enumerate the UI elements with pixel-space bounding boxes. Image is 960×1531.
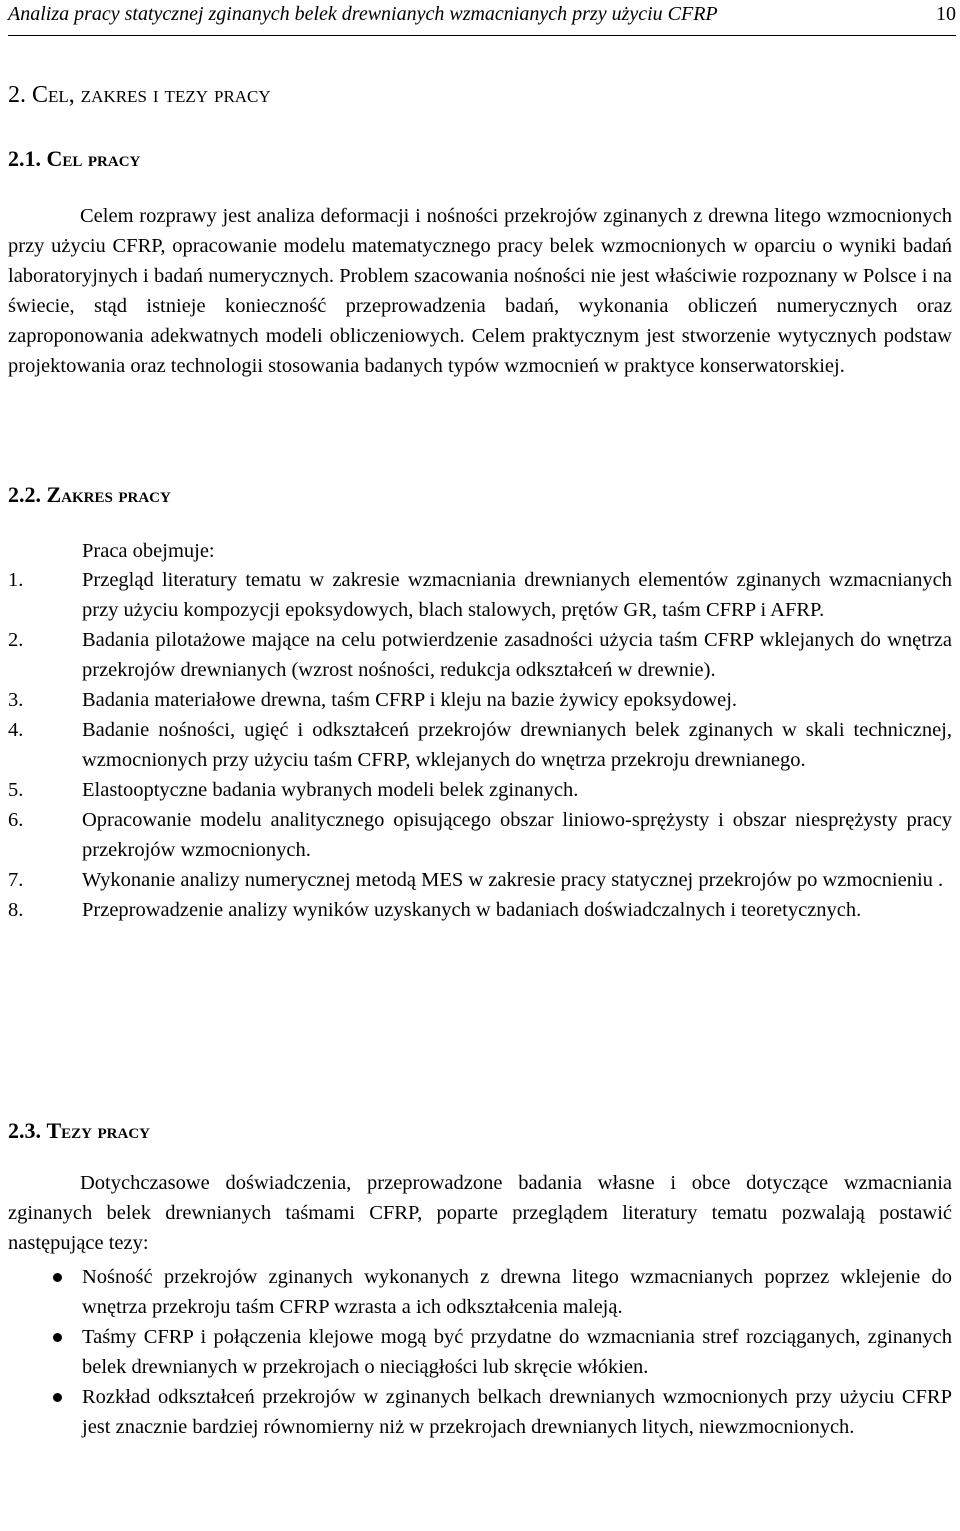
list-item [8, 715, 952, 775]
thesis-text: Taśmy CFRP i połączenia klejowe mogą być przydatne do wzmacniania stref rozciąganych, zginanych belek drewnianych w przekrojach o nieciągłości lub skręcie włókien. [82, 1326, 952, 1378]
list-item-number: 6. [8, 809, 24, 831]
section-title: Cel pracy [46, 146, 141, 171]
thesis-text: Rozkład odkształceń przekrojów w zginanych belkach drewnianych wzmocnionych przy użyciu CFRP jest znacznie bardziej równomierny niż w przekrojach drewnianych litych, niewzmocnionych. [82, 1386, 952, 1438]
list-item-text: Badanie nośności, ugięć i odkształceń przekrojów drewnianych belek zginanych w skali technicznej, wzmocnionych przy użyciu taśm CFRP, wklejanych do wnętrza przekroju drewnianego. [82, 719, 952, 771]
running-header [8, 0, 956, 36]
section-title: Tezy pracy [46, 1118, 151, 1143]
list-item-text: Opracowanie modelu analitycznego opisującego obszar liniowo-sprężysty i obszar niesprężysty pracy przekrojów wzmocnionych. [82, 809, 952, 861]
list-item [8, 565, 952, 625]
list-item-number: 7. [8, 869, 24, 891]
list-item-number: 4. [8, 719, 24, 741]
theses-list [8, 1262, 952, 1442]
list-item-number: 8. [8, 899, 24, 921]
cel-paragraph: Celem rozprawy jest analiza deformacji i nośności przekrojów zginanych z drewna litego wzmocnionych przy użyciu CFRP, opracowanie modelu matematycznego pracy belek wzmocnionych w oparciu o wyniki badań laboratoryjnych i badań numerycznych. Problem szacowania nośności nie jest właściwie rozpoznany w Polsce i na świecie, stąd istnieje konieczność przeprowadzenia badań, wykonania obliczeń numerycznych oraz zaproponowania adekwatnych modeli obliczeniowych. Celem praktycznym jest stworzenie wytycznych podstaw projektowania oraz technologii stosowania badanych typów wzmocnień w praktyce konserwatorskiej. [8, 205, 952, 377]
chapter-title: Cel, zakres i tezy pracy [32, 82, 271, 108]
zakres-list [8, 565, 952, 925]
list-item [8, 625, 952, 685]
list-item [8, 1382, 952, 1442]
section-number: 2.3. [8, 1118, 41, 1143]
page-number: 10 [936, 3, 956, 25]
list-item-number: 3. [8, 689, 24, 711]
tezy-paragraph: Dotychczasowe doświadczenia, przeprowadzone badania własne i obce dotyczące wzmacniania zginanych belek drewnianych taśmami CFRP, poparte przeglądem literatury tematu pozwalają postawić następujące tezy: [8, 1172, 952, 1254]
list-item [8, 1262, 952, 1322]
section-heading-cel [8, 146, 140, 172]
thesis-text: Nośność przekrojów zginanych wykonanych z drewna litego wzmacnianych poprzez wklejenie do wnętrza przekroju taśm CFRP wzrasta a ich odkształcenia maleją. [82, 1266, 952, 1318]
running-title: Analiza pracy statycznej zginanych belek drewnianych wzmacnianych przy użyciu CFRP [8, 3, 718, 25]
bullet-icon [53, 1273, 62, 1282]
list-item-text: Wykonanie analizy numerycznej metodą MES w zakresie pracy statycznej przekrojów po wzmocnieniu . [82, 869, 944, 891]
list-item [8, 775, 952, 805]
list-item-number: 5. [8, 779, 24, 801]
list-item [8, 865, 952, 895]
list-item [8, 685, 952, 715]
list-item-text: Badania pilotażowe mające na celu potwierdzenie zasadności użycia taśm CFRP wklejanych do wnętrza przekrojów drewnianych (wzrost nośności, redukcja odkształceń w drewnie). [82, 629, 952, 681]
list-item-text: Badania materiałowe drewna, taśm CFRP i kleju na bazie żywicy epoksydowej. [82, 689, 738, 711]
list-item [8, 805, 952, 865]
bullet-icon [53, 1333, 62, 1342]
chapter-number: 2. [8, 82, 26, 108]
list-item [8, 1322, 952, 1382]
chapter-heading [8, 82, 271, 109]
section-heading-zakres [8, 482, 171, 508]
list-item-number: 2. [8, 629, 24, 651]
zakres-intro: Praca obejmuje: [82, 540, 215, 562]
list-item-text: Przegląd literatury tematu w zakresie wzmacniania drewnianych elementów zginanych wzmacnianych przy użyciu kompozycji epoksydowych, blach stalowych, prętów GR, taśm CFRP i AFRP. [82, 569, 952, 621]
list-item-number: 1. [8, 569, 24, 591]
list-item-text: Przeprowadzenie analizy wyników uzyskanych w badaniach doświadczalnych i teoretycznych. [82, 899, 862, 921]
bullet-icon [53, 1393, 62, 1402]
section-number: 2.1. [8, 146, 41, 171]
list-item [8, 895, 952, 925]
section-title: Zakres pracy [46, 482, 171, 507]
list-item-text: Elastooptyczne badania wybranych modeli belek zginanych. [82, 779, 579, 801]
section-number: 2.2. [8, 482, 41, 507]
section-heading-tezy [8, 1118, 150, 1144]
